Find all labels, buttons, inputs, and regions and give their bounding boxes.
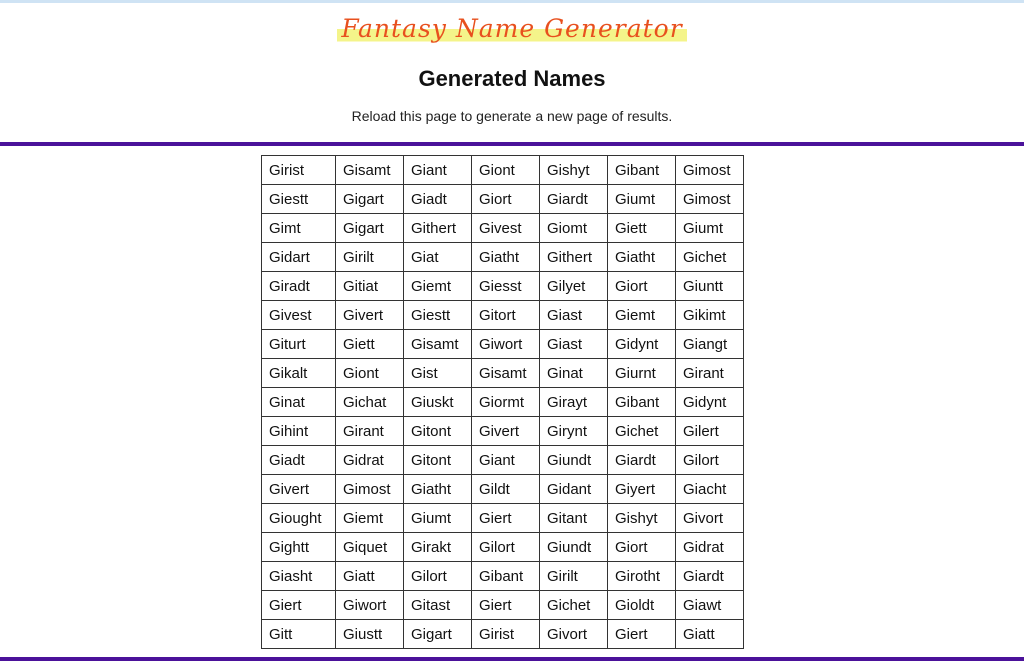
name-cell: Gishyt bbox=[540, 156, 608, 185]
name-cell: Giawt bbox=[676, 591, 744, 620]
table-row bbox=[262, 330, 744, 359]
name-cell: Giat bbox=[404, 243, 472, 272]
page-header bbox=[0, 0, 1024, 142]
name-cell: Gigart bbox=[336, 185, 404, 214]
name-cell: Gidynt bbox=[676, 388, 744, 417]
name-cell: Gichet bbox=[676, 243, 744, 272]
name-cell: Giumt bbox=[404, 504, 472, 533]
name-cell: Girilt bbox=[336, 243, 404, 272]
table-row bbox=[262, 620, 744, 649]
name-cell: Giuntt bbox=[676, 272, 744, 301]
name-cell: Giundt bbox=[540, 533, 608, 562]
name-cell: Girist bbox=[472, 620, 540, 649]
name-cell: Gitont bbox=[404, 417, 472, 446]
name-cell: Giert bbox=[262, 591, 336, 620]
name-cell: Giort bbox=[608, 533, 676, 562]
name-cell: Gisamt bbox=[472, 359, 540, 388]
name-cell: Giort bbox=[608, 272, 676, 301]
name-cell: Giormt bbox=[472, 388, 540, 417]
name-cell: Girakt bbox=[404, 533, 472, 562]
table-row bbox=[262, 475, 744, 504]
table-row bbox=[262, 591, 744, 620]
name-cell: Gichet bbox=[540, 591, 608, 620]
name-cell: Givort bbox=[540, 620, 608, 649]
name-cell: Ginat bbox=[540, 359, 608, 388]
name-cell: Girant bbox=[676, 359, 744, 388]
name-cell: Gitast bbox=[404, 591, 472, 620]
name-cell: Giought bbox=[262, 504, 336, 533]
table-row bbox=[262, 533, 744, 562]
name-cell: Girayt bbox=[540, 388, 608, 417]
site-logo[interactable]: Fantasy Name Generator bbox=[337, 14, 686, 44]
name-cell: Giwort bbox=[472, 330, 540, 359]
name-cell: Giacht bbox=[676, 475, 744, 504]
table-row bbox=[262, 185, 744, 214]
name-cell: Giangt bbox=[676, 330, 744, 359]
name-cell: Gilort bbox=[472, 533, 540, 562]
name-cell: Gidant bbox=[540, 475, 608, 504]
name-cell: Giemt bbox=[336, 504, 404, 533]
name-cell: Giquet bbox=[336, 533, 404, 562]
name-cell: Giestt bbox=[404, 301, 472, 330]
name-cell: Giardt bbox=[540, 185, 608, 214]
name-cell: Gisamt bbox=[404, 330, 472, 359]
name-cell: Giert bbox=[472, 591, 540, 620]
name-cell: Giatt bbox=[336, 562, 404, 591]
name-cell: Giadt bbox=[262, 446, 336, 475]
name-cell: Giardt bbox=[608, 446, 676, 475]
name-cell: Gikimt bbox=[676, 301, 744, 330]
name-cell: Gishyt bbox=[608, 504, 676, 533]
name-cell: Girotht bbox=[608, 562, 676, 591]
name-cell: Giuskt bbox=[404, 388, 472, 417]
name-cell: Gilort bbox=[676, 446, 744, 475]
table-row bbox=[262, 214, 744, 243]
table-row bbox=[262, 504, 744, 533]
name-cell: Gitiat bbox=[336, 272, 404, 301]
name-cell: Giturt bbox=[262, 330, 336, 359]
name-cell: Giundt bbox=[540, 446, 608, 475]
name-cell: Giestt bbox=[262, 185, 336, 214]
name-cell: Gibant bbox=[608, 156, 676, 185]
name-cell: Giont bbox=[472, 156, 540, 185]
name-cell: Giumt bbox=[676, 214, 744, 243]
name-cell: Girynt bbox=[540, 417, 608, 446]
name-cell: Gihint bbox=[262, 417, 336, 446]
name-cell: Giast bbox=[540, 330, 608, 359]
name-cell: Girist bbox=[262, 156, 336, 185]
names-table bbox=[261, 155, 744, 649]
table-row bbox=[262, 301, 744, 330]
name-cell: Giont bbox=[336, 359, 404, 388]
name-cell: Gitant bbox=[540, 504, 608, 533]
table-row bbox=[262, 446, 744, 475]
name-cell: Ginat bbox=[262, 388, 336, 417]
table-row bbox=[262, 243, 744, 272]
name-cell: Giert bbox=[472, 504, 540, 533]
name-cell: Giatt bbox=[676, 620, 744, 649]
name-cell: Githert bbox=[540, 243, 608, 272]
name-cell: Gichet bbox=[608, 417, 676, 446]
name-cell: Gidynt bbox=[608, 330, 676, 359]
table-row bbox=[262, 156, 744, 185]
name-cell: Gitort bbox=[472, 301, 540, 330]
name-cell: Giett bbox=[336, 330, 404, 359]
table-row bbox=[262, 359, 744, 388]
name-cell: Giant bbox=[472, 446, 540, 475]
name-cell: Gibant bbox=[472, 562, 540, 591]
name-cell: Givort bbox=[676, 504, 744, 533]
name-cell: Girilt bbox=[540, 562, 608, 591]
name-cell: Gibant bbox=[608, 388, 676, 417]
name-cell: Giardt bbox=[676, 562, 744, 591]
header-divider bbox=[0, 142, 1024, 146]
name-cell: Gigart bbox=[404, 620, 472, 649]
name-cell: Givest bbox=[262, 301, 336, 330]
name-cell: Givert bbox=[336, 301, 404, 330]
reload-instructions: Reload this page to generate a new page of results. bbox=[351, 108, 673, 124]
name-cell: Gimt bbox=[262, 214, 336, 243]
name-cell: Gilort bbox=[404, 562, 472, 591]
name-cell: Gilyet bbox=[540, 272, 608, 301]
name-cell: Givest bbox=[472, 214, 540, 243]
name-cell: Giast bbox=[540, 301, 608, 330]
name-cell: Giert bbox=[608, 620, 676, 649]
name-cell: Gimost bbox=[676, 185, 744, 214]
name-cell: Gildt bbox=[472, 475, 540, 504]
name-cell: Giustt bbox=[336, 620, 404, 649]
name-cell: Giemt bbox=[404, 272, 472, 301]
name-cell: Gightt bbox=[262, 533, 336, 562]
name-cell: Giort bbox=[472, 185, 540, 214]
footer-divider bbox=[0, 657, 1024, 661]
logo-container bbox=[0, 14, 1024, 44]
name-cell: Giatht bbox=[404, 475, 472, 504]
name-cell: Giasht bbox=[262, 562, 336, 591]
name-cell: Gimost bbox=[336, 475, 404, 504]
name-cell: Giett bbox=[608, 214, 676, 243]
name-cell: Gimost bbox=[676, 156, 744, 185]
name-cell: Giemt bbox=[608, 301, 676, 330]
name-cell: Gichat bbox=[336, 388, 404, 417]
name-cell: Giatht bbox=[472, 243, 540, 272]
page-title: Generated Names bbox=[418, 66, 606, 91]
name-cell: Giurnt bbox=[608, 359, 676, 388]
name-cell: Giyert bbox=[608, 475, 676, 504]
table-row bbox=[262, 272, 744, 301]
table-row bbox=[262, 417, 744, 446]
table-row bbox=[262, 562, 744, 591]
name-cell: Givert bbox=[472, 417, 540, 446]
name-cell: Gisamt bbox=[336, 156, 404, 185]
name-cell: Gist bbox=[404, 359, 472, 388]
name-cell: Gigart bbox=[336, 214, 404, 243]
name-cell: Giradt bbox=[262, 272, 336, 301]
name-cell: Gitont bbox=[404, 446, 472, 475]
name-cell: Gidrat bbox=[336, 446, 404, 475]
name-cell: Gilert bbox=[676, 417, 744, 446]
name-cell: Gioldt bbox=[608, 591, 676, 620]
name-cell: Githert bbox=[404, 214, 472, 243]
name-cell: Giesst bbox=[472, 272, 540, 301]
name-cell: Gidrat bbox=[676, 533, 744, 562]
name-cell: Gitt bbox=[262, 620, 336, 649]
name-cell: Giwort bbox=[336, 591, 404, 620]
name-cell: Giumt bbox=[608, 185, 676, 214]
name-cell: Giomt bbox=[540, 214, 608, 243]
name-cell: Girant bbox=[336, 417, 404, 446]
name-cell: Gidart bbox=[262, 243, 336, 272]
name-cell: Giatht bbox=[608, 243, 676, 272]
table-row bbox=[262, 388, 744, 417]
name-cell: Giadt bbox=[404, 185, 472, 214]
name-cell: Giant bbox=[404, 156, 472, 185]
name-cell: Givert bbox=[262, 475, 336, 504]
name-cell: Gikalt bbox=[262, 359, 336, 388]
